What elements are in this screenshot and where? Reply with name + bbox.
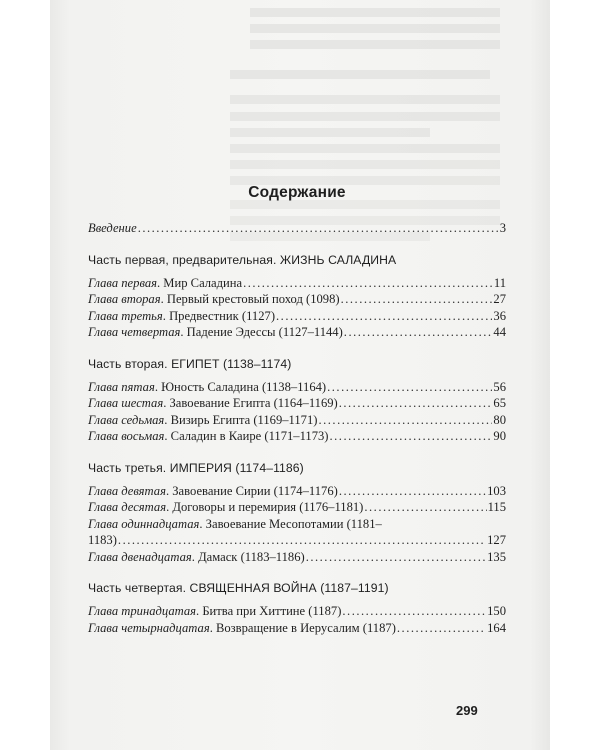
chapter-label: Глава восьмая bbox=[88, 429, 165, 443]
chapter-page: 164 bbox=[487, 620, 506, 635]
toc-entry-continuation bbox=[88, 532, 506, 549]
chapter-page: 36 bbox=[493, 308, 506, 323]
chapter-label: Глава первая bbox=[88, 275, 157, 290]
chapter-label: Глава одиннадцатая bbox=[88, 516, 200, 531]
chapter-title: Мир Саладина bbox=[163, 275, 243, 290]
toc-part-1 bbox=[88, 253, 506, 341]
toc-entry: Глава седьмая. Визирь Египта (1169–1171) ..... 80 bbox=[88, 412, 506, 429]
leader-dots bbox=[339, 483, 486, 500]
leader-dots bbox=[118, 532, 486, 549]
chapter-title: Падение Эдессы (1127–1144) bbox=[186, 325, 343, 339]
chapter-page: 150 bbox=[487, 604, 506, 618]
leader-dots bbox=[397, 620, 486, 637]
toc-entry: Глава десятая. Договоры и перемирия (1176–1181) ..... 115 bbox=[88, 499, 506, 516]
toc-entry: Глава пятая. Юность Саладина (1138–1164) ..... 56 bbox=[88, 379, 506, 396]
chapter-page: 90 bbox=[493, 429, 506, 443]
toc-entry: Глава шестая. Завоевание Египта (1164–1169) ..... 65 bbox=[88, 395, 506, 412]
chapter-page: 44 bbox=[493, 325, 506, 339]
chapter-page: 56 bbox=[493, 379, 506, 394]
chapter-page: 80 bbox=[493, 412, 506, 427]
toc-entry-first-line: Глава одиннадцатая. Завоевание Месопотамии (1181– bbox=[88, 516, 382, 531]
leader-dots bbox=[243, 275, 493, 292]
leader-dots bbox=[318, 412, 492, 429]
toc-title: Содержание bbox=[248, 184, 346, 201]
part-heading: Часть третья. ИМПЕРИЯ (1174–1186) bbox=[88, 460, 304, 475]
chapter-page: 103 bbox=[487, 483, 506, 498]
book-page bbox=[50, 0, 550, 750]
chapter-label: Глава третья bbox=[88, 308, 163, 323]
leader-dots bbox=[138, 220, 499, 237]
chapter-title: Юность Саладина (1138–1164) bbox=[161, 379, 327, 394]
chapter-title-continuation: 1183) bbox=[88, 533, 117, 547]
chapter-label: Глава шестая bbox=[88, 396, 164, 410]
chapter-label: Глава двенадцатая bbox=[88, 549, 192, 564]
chapter-title: Саладин в Каире (1171–1173) bbox=[170, 429, 329, 443]
toc-entry: Глава четвертая. Падение Эдессы (1127–1144) ..... 44 bbox=[88, 324, 506, 341]
chapter-label: Глава девятая bbox=[88, 483, 166, 498]
chapter-label: Глава тринадцатая bbox=[88, 604, 197, 618]
part-heading: Часть четвертая. СВЯЩЕННАЯ ВОЙНА (1187–1191) bbox=[88, 581, 389, 595]
toc-entry: Глава первая. Мир Саладина ..... 11 bbox=[88, 275, 506, 292]
toc-entry: Глава четырнадцатая. Возвращение в Иерусалим (1187) ..... 164 bbox=[88, 620, 506, 637]
chapter-page: 135 bbox=[487, 549, 506, 564]
chapter-title: Визирь Египта (1169–1171) bbox=[170, 412, 318, 427]
table-of-contents bbox=[88, 184, 506, 652]
chapter-page: 27 bbox=[493, 292, 506, 306]
toc-entry-label: Введение bbox=[88, 221, 137, 235]
leader-dots bbox=[342, 603, 486, 620]
chapter-label: Глава вторая bbox=[88, 292, 161, 306]
chapter-page: 115 bbox=[487, 500, 506, 514]
leader-dots bbox=[344, 324, 493, 341]
toc-part-4 bbox=[88, 581, 506, 636]
leader-dots bbox=[276, 308, 492, 325]
leader-dots bbox=[341, 291, 493, 308]
chapter-page: 65 bbox=[493, 396, 506, 410]
toc-entry: Глава третья. Предвестник (1127) ..... 36 bbox=[88, 308, 506, 325]
toc-part-3 bbox=[88, 461, 506, 566]
toc-entry: Глава девятая. Завоевание Сирии (1174–1176) ..... 103 bbox=[88, 483, 506, 500]
toc-entry: Глава двенадцатая. Дамаск (1183–1186) ..... 135 bbox=[88, 549, 506, 566]
toc-entry: Глава вторая. Первый крестовый поход (1098) ..... 27 bbox=[88, 291, 506, 308]
leader-dots bbox=[327, 379, 492, 396]
toc-part-2 bbox=[88, 357, 506, 445]
chapter-title: Битва при Хиттине (1187) bbox=[202, 604, 342, 618]
chapter-title: Первый крестовый поход (1098) bbox=[166, 292, 340, 306]
chapter-title: Предвестник (1127) bbox=[169, 308, 276, 323]
chapter-page: 11 bbox=[493, 275, 506, 290]
chapter-title: Договоры и перемирия (1176–1181) bbox=[172, 500, 364, 514]
chapter-label: Глава седьмая bbox=[88, 412, 165, 427]
chapter-label: Глава четвертая bbox=[88, 325, 181, 339]
toc-entry-page: 3 bbox=[499, 221, 506, 235]
chapter-title: Завоевание Месопотамии (1181– bbox=[205, 516, 382, 531]
part-heading: Часть вторая. ЕГИПЕТ (1138–1174) bbox=[88, 356, 292, 371]
part-heading: Часть первая, предварительная. ЖИЗНЬ САЛАДИНА bbox=[88, 252, 397, 267]
chapter-title: Завоевание Египта (1164–1169) bbox=[169, 396, 338, 410]
chapter-page: 127 bbox=[487, 533, 506, 547]
chapter-title: Возвращение в Иерусалим (1187) bbox=[215, 620, 396, 635]
toc-entry: Глава восьмая. Саладин в Каире (1171–1173) ..... 90 bbox=[88, 428, 506, 445]
chapter-title: Дамаск (1183–1186) bbox=[198, 549, 305, 564]
leader-dots bbox=[339, 395, 493, 412]
chapter-label: Глава четырнадцатая bbox=[88, 620, 210, 635]
leader-dots bbox=[306, 549, 486, 566]
toc-entry: Глава тринадцатая. Битва при Хиттине (1187) ..... 150 bbox=[88, 603, 506, 620]
chapter-label: Глава пятая bbox=[88, 379, 155, 394]
chapter-title: Завоевание Сирии (1174–1176) bbox=[172, 483, 338, 498]
chapter-label: Глава десятая bbox=[88, 500, 167, 514]
leader-dots bbox=[330, 428, 493, 445]
page-number: 299 bbox=[456, 703, 478, 718]
leader-dots bbox=[364, 499, 486, 516]
toc-entry-intro bbox=[88, 220, 506, 237]
